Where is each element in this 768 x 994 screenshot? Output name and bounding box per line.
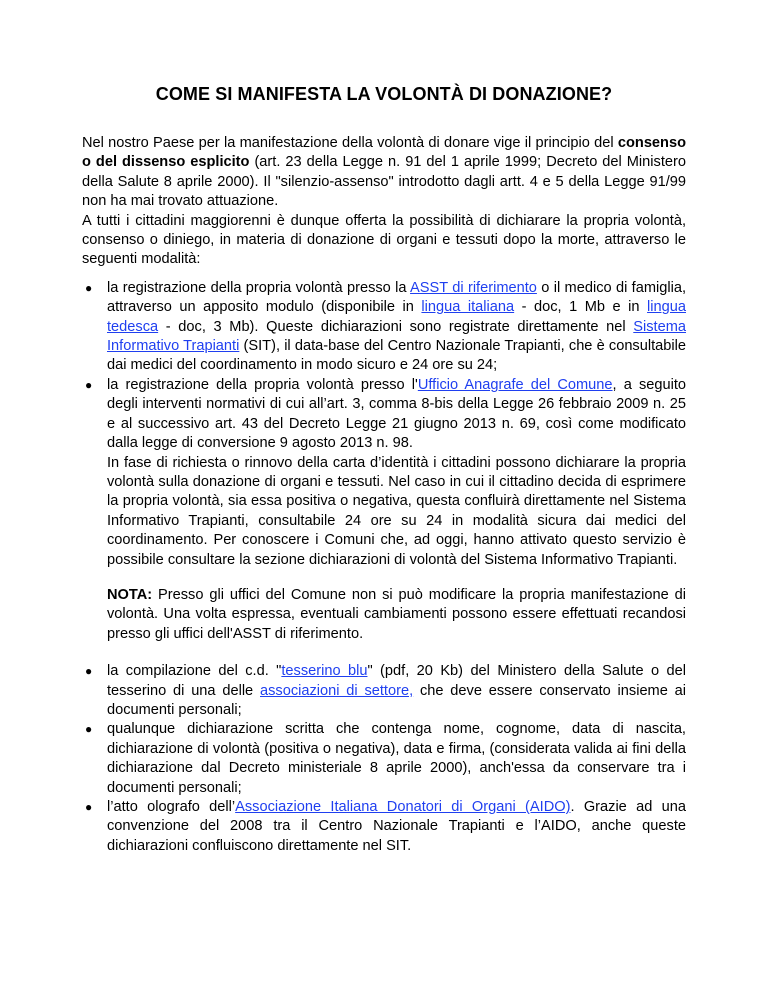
page-title: COME SI MANIFESTA LA VOLONTÀ DI DONAZIONE?	[155, 84, 613, 104]
bullet-icon: ●	[85, 664, 93, 679]
link-lingua-tedesca[interactable]: lingua tedesca	[107, 299, 686, 335]
item-text: la compilazione del c.d. "	[107, 663, 282, 680]
item-text: la registrazione della propria volontà presso la	[107, 279, 411, 296]
item-text: - doc, 1 Mb e in	[514, 299, 648, 316]
bullet-icon: ●	[85, 722, 93, 737]
link-sistema-informativo-trapianti[interactable]: Sistema Informativo Trapianti	[107, 318, 686, 355]
link-lingua-italiana[interactable]: lingua italiana	[421, 299, 515, 316]
item-text: , a seguito degli interventi normativi di cui all’art. 3, comma 8-bis della Legge 26 febbraio 2009 n. 25 e al successivo art. 43 del Decreto Legge 21 giugno 2013 n. 69, così come modificato dalla legge di conversione 9 agosto 2013 n. 98.	[107, 376, 687, 452]
bullet-icon: ●	[85, 377, 93, 392]
intro-paragraph	[82, 134, 686, 212]
item-text: " (pdf, 20 Kb) del Ministero della Salute o del tesserino di una delle	[107, 663, 686, 699]
bullet-icon: ●	[85, 280, 93, 295]
intro-bold-text: consenso o del dissenso esplicito	[82, 135, 686, 171]
bullet-icon: ●	[85, 800, 93, 814]
modalities-list-continued	[82, 662, 686, 856]
item-text: la registrazione della propria volontà presso l'	[107, 376, 418, 393]
anagrafe-detail-paragraph: In fase di richiesta o rinnovo della carta d’identità i cittadini possono dichiarare la propria volontà sulla donazione di organi e tessuti. Nel caso in cui il cittadino decida di esprimere la propria volontà, sia essa positiva o negativa, questa confluirà direttamente nel Sistema Informativo Trapianti, consultabile 24 ore su 24 in modalità sicura dai medici del coordinamento. Per conoscere i Comuni che, ad oggi, hanno attivato questo servizio è possibile consultare la sezione dichiarazioni di volontà del Sistema Informativo Trapianti.	[107, 454, 686, 568]
nota-paragraph	[107, 586, 686, 644]
list-item-anagrafe	[82, 376, 686, 570]
item-text: o il medico di famiglia, attraverso un apposito modulo (disponibile in	[107, 279, 687, 316]
item-text: qualunque dichiarazione scritta che contenga nome, cognome, data di nascita, dichiarazione di volontà (positiva o negativa), data e firma, (considerata valida ai fini della dichiarazione dal Decreto ministeriale 8 aprile 2000), anch'essa da conservare tra i documenti personali;	[107, 721, 686, 796]
list-item-asst	[82, 279, 686, 376]
nota-text: Presso gli uffici del Comune non si può modificare la propria manifestazione di volontà. Una volta espressa, eventuali cambiamenti possono essere effettuati recandosi presso gli uffici dell'ASST di riferimento.	[107, 586, 686, 642]
link-aido[interactable]: Associazione Italiana Donatori di Organi (AIDO)	[235, 799, 571, 815]
item-text: - doc, 3 Mb). Queste dichiarazioni sono registrate direttamente nel	[158, 318, 634, 335]
list-item-dichiarazione-scritta	[82, 720, 686, 798]
intro-text-2: (art. 23 della Legge n. 91 del 1 aprile 1999; Decreto del Ministero della Salute 8 aprile 2000). Il "silenzio-assenso" introdotto dagli artt. 4 e 5 della Legge 91/99 non ha mai trovato attuazione.	[82, 154, 686, 210]
link-asst-di-riferimento[interactable]: ASST di riferimento	[410, 279, 537, 296]
item-text: l’atto olografo dell’	[107, 799, 236, 815]
modalities-list	[82, 279, 686, 570]
item-text: . Grazie ad una convenzione del 2008 tra il Centro Nazionale Trapianti e l’AIDO, anche queste dichiarazioni confluiscono direttamente nel SIT.	[107, 799, 686, 854]
intro-text-1: Nel nostro Paese per la manifestazione della volontà di donare vige il principio del	[82, 135, 618, 151]
link-associazioni-di-settore[interactable]: associazioni di settore,	[260, 682, 414, 699]
link-tesserino-blu[interactable]: tesserino blu	[281, 663, 368, 680]
link-ufficio-anagrafe[interactable]: Ufficio Anagrafe del Comune	[417, 376, 613, 393]
item-text: (SIT), il data-base del Centro Nazionale Trapianti, che è consultabile dai medici del coordinamento in modo sicuro e 24 ore su 24;	[107, 338, 686, 374]
nota-label: NOTA:	[107, 586, 153, 603]
intro-paragraph-2: A tutti i cittadini maggiorenni è dunque offerta la possibilità di dichiarare la propria volontà, consenso o diniego, in materia di donazione di organi e tessuti dopo la morte, attraverso le seguenti modalità:	[82, 212, 686, 268]
item-text: che deve essere conservato insieme ai documenti personali;	[107, 682, 686, 718]
list-item-aido	[82, 798, 686, 856]
list-item-tesserino	[82, 662, 686, 720]
